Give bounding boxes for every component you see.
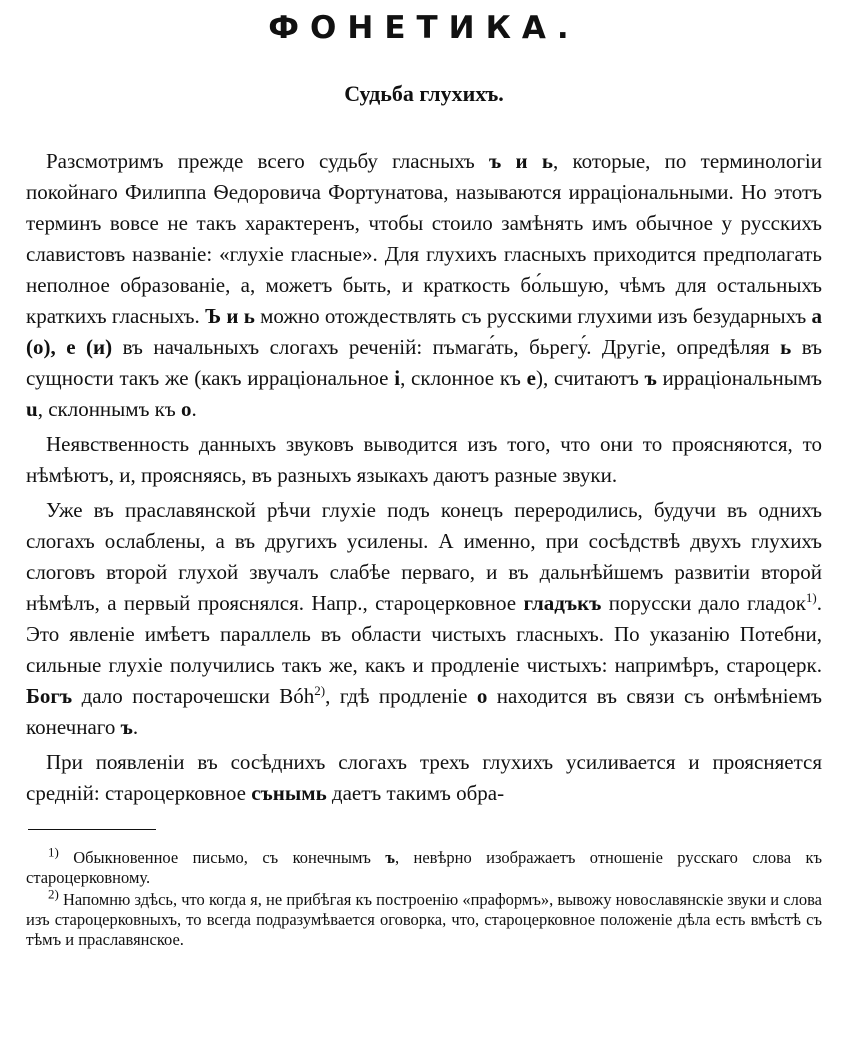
bold-term: ъ и ь bbox=[489, 149, 553, 173]
footnote-mark-2: 2) bbox=[48, 886, 59, 902]
footnote-mark-1: 1) bbox=[48, 844, 59, 860]
bold-term: е bbox=[526, 366, 536, 390]
paragraph-4: При появленіи въ сосѣднихъ слогахъ трехъ глухихъ усиливается и проясняется средній: староцерковное сънымь даетъ такимъ обра- bbox=[26, 750, 822, 805]
bold-term: о bbox=[181, 397, 192, 421]
bold-term: сънымь bbox=[251, 781, 327, 805]
footnote-ref-1[interactable]: 1) bbox=[805, 590, 817, 605]
bold-term: а (о), е (и) bbox=[26, 304, 822, 359]
bold-term: і bbox=[394, 366, 401, 390]
paragraph-3: Уже въ праславянской рѣчи глухіе подъ конецъ переродились, будучи въ однихъ слогахъ ослаблены, а въ другихъ усилены. А именно, при сосѣдствѣ двухъ глухихъ слоговъ второй глухой звучалъ слабѣе перваго, и въ дальнѣйшемъ развитіи второй нѣмѣлъ, а первый прояснялся. Напр., староцерковное гладъкъ порусски дало гладок$^{1)}$. Это явленіе имѣетъ параллель въ области чистыхъ гласныхъ. По указанію Потебни, сильные глухіе получились такъ же, какъ и продленіе чистыхъ: напримѣръ, староцерк. Богъ дало постарочешски Bóh$^{2)}$, гдѣ продленіе о находится въ связи съ онѣмѣніемъ конечнаго ъ. bbox=[26, 498, 822, 739]
section-subtitle: Судьба глухихъ. bbox=[344, 81, 504, 106]
bold-term: ь bbox=[780, 335, 792, 359]
bold-term: u bbox=[26, 397, 38, 421]
footnotes bbox=[26, 844, 822, 950]
footnote-divider bbox=[28, 829, 156, 830]
footnote-2: $^{2)}$ Напомню здѣсь, что когда я, не прибѣгая къ построенію «праформъ», вывожу новославянскіе звуки и слова изъ староцерковныхъ, то всегда подразумѣвается оговорка, что, староцерковное положеніе дѣла есть вмѣстѣ съ тѣмъ и праславянское. bbox=[26, 886, 822, 949]
bold-term: Богъ bbox=[26, 684, 73, 708]
bold-term: ъ bbox=[644, 366, 657, 390]
bold-term: гладъкъ bbox=[523, 591, 602, 615]
bold-term: Ъ и ь bbox=[205, 304, 255, 328]
bold-term: ъ bbox=[120, 715, 133, 739]
footnote-ref-2[interactable]: 2) bbox=[314, 683, 326, 698]
bold-term: ъ bbox=[385, 848, 395, 867]
paragraph-2: Неявственность данныхъ звуковъ выводится изъ того, что они то проясняются, то нѣмѣютъ, и, проясняясь, въ разныхъ языкахъ даютъ разные звуки. bbox=[26, 432, 822, 487]
paragraph-1: Разсмотримъ прежде всего судьбу гласныхъ ъ и ь, которые, по терминологіи покойнаго Филиппа Ѳедоровича Фортунатова, называются ирраціональными. Но этотъ терминъ вовсе не такъ характеренъ, чтобы стоило замѣнять имъ обычное у русскихъ славистовъ названіе: «глухіе гласные». Для глухихъ гласныхъ приходится предполагать неполное образованіе, а, можетъ быть, и краткость бо́льшую, чѣмъ для остальныхъ краткихъ гласныхъ. Ъ и ь можно отождествлять съ русскими глухими изъ безударныхъ а (о), е (и) въ начальныхъ слогахъ реченій: пъмага́ть, бьрегу́. Другіе, опредѣляя ь въ сущности такъ же (какъ ирраціональное і, склонное къ е), считаютъ ъ ирраціональнымъ u, склоннымъ къ о. bbox=[26, 149, 823, 421]
page-title: ФОНЕТИКА. bbox=[268, 10, 580, 46]
bold-term: о bbox=[476, 684, 488, 708]
body-text bbox=[26, 146, 822, 809]
footnote-1: $^{1)}$ Обыкновенное письмо, съ конечнымъ ъ, невѣрно изображаетъ отношеніе русскаго слова къ староцерковному. bbox=[26, 844, 822, 887]
